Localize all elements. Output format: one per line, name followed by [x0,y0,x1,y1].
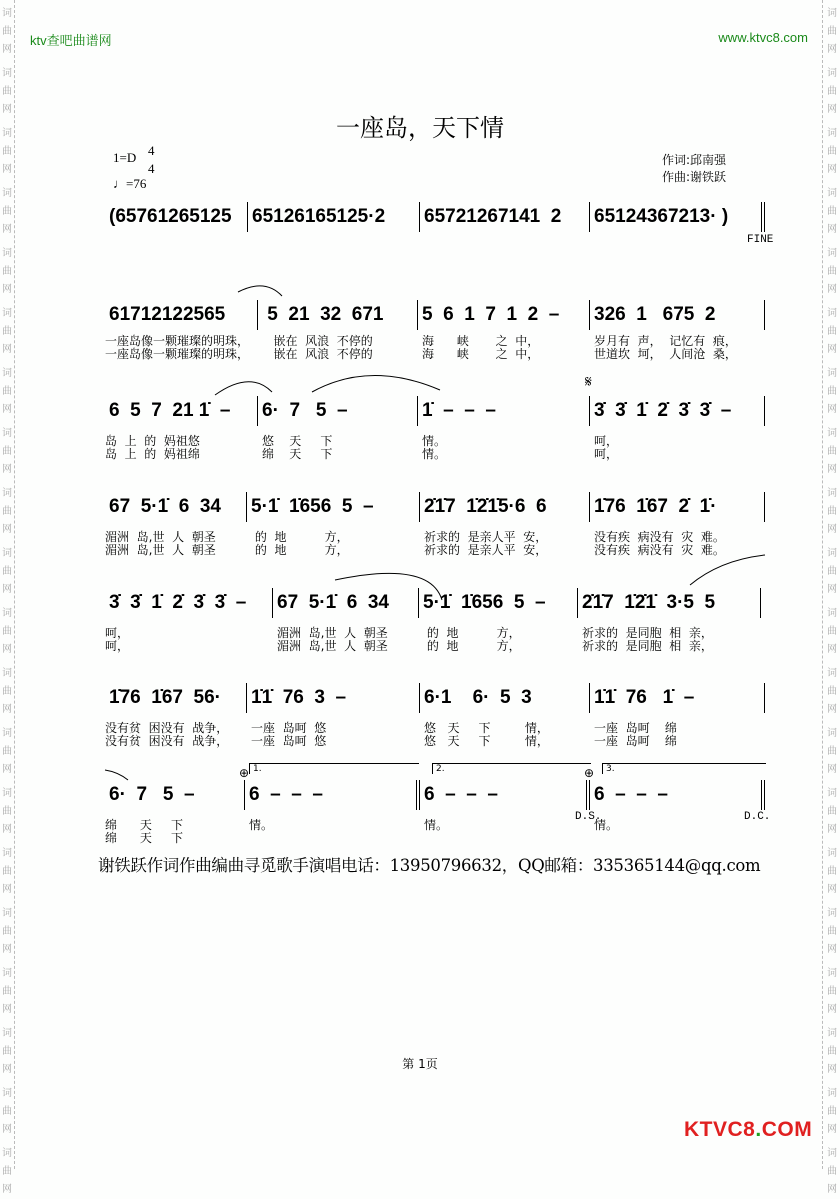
song-title: 一座岛，天下情 [336,114,504,142]
credits [662,152,726,186]
measure-notes: 6 – – – [249,784,323,805]
left-margin-watermark [0,0,16,1195]
watermark-text: 词 曲 网 [2,788,12,835]
score-row [105,396,767,461]
watermark-text: 词 曲 网 [2,188,12,235]
watermark-text: 词 曲 网 [2,728,12,775]
lyric-line-2: 绵 天 下 [262,447,333,461]
watermark-text: 词 曲 网 [827,368,837,415]
coda-icon: ⊕ [239,766,250,780]
measure [245,780,420,832]
measure [105,202,248,232]
time-signature [148,142,155,178]
lyric-line-2: 一座 岛呵 绵 [594,734,677,748]
lyric-line-2: 情。 [422,447,447,461]
watermark-text: 词 曲 网 [2,1028,12,1075]
lyric-line-1: 湄洲 岛,世 人 朝圣 [277,626,388,640]
measure [258,396,418,461]
dc-mark: D.C. [744,811,771,823]
measure [247,683,420,748]
watermark-text: 词 曲 网 [2,368,12,415]
right-margin-watermark [822,0,838,1195]
measure-notes: 2̇1̇7 1̇2̇1̇ 3·5 5 [582,592,716,613]
lyric-line-2: 没有疾 病没有 灾 难。 [594,543,725,557]
lyric-line-1: 祈求的 是亲人平 安， [424,530,548,544]
lyric-line-2: 的 地 方， [251,543,349,557]
site-name: ktv查吧曲谱网 [30,33,112,48]
measure-notes: 5 21 32 671 [262,304,384,325]
time-signature-top: 4 [148,143,155,158]
watermark-text: 词 曲 网 [827,728,837,775]
lyric-line-2: 的 地 方， [423,639,521,653]
lyric-line-1: 呵， [105,626,130,640]
lyric-line-2: 没有贫 困没有 战争， [105,734,229,748]
lyric-line-1: 情。 [422,434,447,448]
measure [420,202,590,232]
watermark-text: 词 曲 网 [827,548,837,595]
score-row [105,683,767,748]
lyric-line-1: 湄洲 岛,世 人 朝圣 [105,530,216,544]
watermark-text: 词 曲 网 [2,428,12,475]
lyric-line-2: 嵌在 风浪 不停的 [262,347,373,361]
measure-notes: 65721267141 2 [424,206,562,227]
watermark-text: 词 曲 网 [827,248,837,295]
watermark-text: 词 曲 网 [827,1088,837,1135]
measure [418,300,590,361]
lyric-line-2: 岛 上 的 妈祖绵 [105,447,200,461]
watermark-text: 词 曲 网 [827,608,837,655]
site-url[interactable]: www.ktvc8.com [718,30,808,45]
volta-3: 3. [602,763,766,774]
lyric-line-1: 的 地 方， [423,626,521,640]
lyric-line-2: 一座 岛呵 悠 [251,734,327,748]
watermark-text: 词 曲 网 [2,248,12,295]
tie [238,286,282,296]
lyric-line-2: 悠 天 下 情， [424,734,549,748]
site-logo: KTVC8.COM [684,1118,813,1141]
measure-notes: 1̇76 1̇67 2̇ 1̇· [594,496,717,517]
watermark-text: 词 曲 网 [2,548,12,595]
measure [105,588,273,653]
measure-notes: 6 – – – [424,784,498,805]
watermark-text: 词 曲 网 [2,968,12,1015]
lyric-line-2: 湄洲 岛,世 人 朝圣 [105,543,216,557]
segno-icon: 𝄋 [585,372,592,391]
measure [418,396,590,461]
watermark-text: 词 曲 网 [2,68,12,115]
score-row [105,492,767,557]
measure-notes: 2̇1̇7 1̇2̇1̇5·6 6 [424,496,547,517]
measure-notes: 5 6 1 7 1 2 – [422,304,560,325]
lyric-line-1: 一座 岛呵 绵 [594,721,677,735]
lyric-line-1: 嵌在 风浪 不停的 [262,334,373,348]
measure [105,300,258,361]
watermark-text: 词 曲 网 [827,428,837,475]
lyric-line-2: 祈求的 是亲人平 安， [424,543,548,557]
measure-notes: 6· 7 5 – [262,400,348,421]
fine-mark: FINE [747,234,774,246]
measure [590,492,765,557]
watermark-text: 词 曲 网 [2,308,12,355]
score-row [105,588,767,653]
watermark-text: 词 曲 网 [827,1148,837,1195]
time-signature-bottom: 4 [148,161,155,176]
lyric-line-1: 没有疾 病没有 灾 难。 [594,530,725,544]
lyric-line-1: 岛 上 的 妈祖悠 [105,434,200,448]
watermark-text: 词 曲 网 [827,908,837,955]
page-number: 第 1页 [402,1057,438,1071]
measure-notes: 326 1 675 2 [594,304,716,325]
tie [105,770,128,780]
lyric-line-1: 悠 天 下 [262,434,333,448]
measure-notes: 6 – – – [594,784,668,805]
lyric-line-2: 呵， [594,447,619,461]
lyric-line-2: 世道坎 坷， 人间沧 桑， [594,347,737,361]
watermark-text: 词 曲 网 [827,308,837,355]
lyric-line-2: 湄洲 岛,世 人 朝圣 [277,639,388,653]
measure [105,780,245,845]
score-row [105,202,767,232]
tie [215,382,272,395]
watermark-text: 词 曲 网 [827,128,837,175]
lyric-line-1: 情。 [424,818,449,832]
measure [258,300,418,361]
watermark-text: 词 曲 网 [2,488,12,535]
lyric-line-1: 祈求的 是同胞 相 亲， [582,626,713,640]
watermark-text: 词 曲 网 [2,668,12,715]
measure-notes: 1̇1̇ 76 1̇ – [594,687,695,708]
measure-notes: 1̇1̇ 76 3 – [251,687,347,708]
measure-notes: 5·1̇ 1̇656 5 – [251,496,374,517]
watermark-text: 词 曲 网 [827,8,837,55]
measure [590,396,765,461]
tie [312,375,440,392]
lyric-line-1: 的 地 方， [251,530,349,544]
lyric-line-2: 海 峡 之 中， [422,347,540,361]
watermark-text: 词 曲 网 [827,968,837,1015]
lyric-line-1: 没有贫 困没有 战争， [105,721,229,735]
watermark-text: 词 曲 网 [2,1148,12,1195]
watermark-text: 词 曲 网 [827,788,837,835]
measure [578,588,761,653]
measure-notes: 61712122565 [109,304,226,325]
measure-notes: 3̇ 3̇ 1̇ 2̇ 3̇ 3̇ – [109,592,247,613]
lyric-line-2: 呵， [105,639,130,653]
watermark-text: 词 曲 网 [2,8,12,55]
watermark-text: 词 曲 网 [2,908,12,955]
measure [420,492,590,557]
measure [420,683,590,748]
volta-1: 1. [249,763,419,774]
measure-notes: 65126165125·2 [252,206,386,227]
measure [273,588,419,653]
measure-notes: 3̇ 3̇ 1̇ 2̇ 3̇ 3̇ – [594,400,732,421]
lyric-line-1: 情。 [249,818,274,832]
lyric-line-1: 一座岛像一颗璀璨的明珠， [105,334,250,348]
watermark-text: 词 曲 网 [827,68,837,115]
measure-notes: 6·1 6· 5 3 [424,687,532,708]
measure [590,683,765,748]
lyric-line-1: 情。 [594,818,619,832]
measure [419,588,578,653]
watermark-text: 词 曲 网 [827,668,837,715]
watermark-text: 词 曲 网 [827,1028,837,1075]
lyric-line-1: 悠 天 下 情， [424,721,549,735]
tempo-marking [113,176,146,192]
measure [248,202,420,232]
ds-mark: D.S. [575,811,602,823]
watermark-text: 词 曲 网 [827,848,837,895]
coda-icon-2: ⊕ [584,766,595,780]
measure-notes: 1̇ – – – [422,400,496,421]
lyric-line-1: 呵， [594,434,619,448]
lyric-line-1: 绵 天 下 [105,818,183,832]
key-signature: 1=D [113,150,137,165]
score-row [105,300,767,361]
lyric-line-2: 一座岛像一颗璀璨的明珠， [105,347,250,361]
measure [105,396,258,461]
tie [690,555,765,585]
lyric-line-2: 绵 天 下 [105,831,183,845]
measure [247,492,420,557]
quarter-note-icon: ♩ [113,176,126,191]
watermark-text: 词 曲 网 [827,188,837,235]
volta-2: 2. [432,763,591,774]
measure-notes: 65124367213· ) [594,206,729,227]
measure [590,300,765,361]
measure-notes: 1̇76 1̇67 56· [109,687,221,708]
watermark-text: 词 曲 网 [2,608,12,655]
measure-notes: 5·1̇ 1̇656 5 – [423,592,546,613]
measure [590,202,765,232]
measure [105,492,247,557]
lyric-line-1: 海 峡 之 中， [422,334,540,348]
measure-notes: 6· 7 5 – [109,784,195,805]
lyric-line-1: 一座 岛呵 悠 [251,721,327,735]
measure-notes: (65761265125 [109,206,232,227]
lyricist: 作词:邱南强 [662,153,727,167]
watermark-text: 词 曲 网 [827,488,837,535]
watermark-text: 词 曲 网 [2,848,12,895]
tempo-value: =76 [126,176,147,191]
measure [105,683,247,748]
composer: 作曲:谢铁跃 [662,170,727,184]
lyric-line-1: 岁月有 声， 记忆有 痕， [594,334,737,348]
contact-footer: 谢铁跃作词作曲编曲寻觅歌手演唱电话：13950796632，QQ邮箱：335365144@qq.com [98,856,761,875]
watermark-text: 词 曲 网 [2,128,12,175]
measure-notes: 6 5 7 21 1̇ – [109,400,231,421]
measure-notes: 67 5·1̇ 6 34 [277,592,389,613]
measure-notes: 67 5·1̇ 6 34 [109,496,221,517]
lyric-line-2: 祈求的 是同胞 相 亲， [582,639,713,653]
watermark-text: 词 曲 网 [2,1088,12,1135]
